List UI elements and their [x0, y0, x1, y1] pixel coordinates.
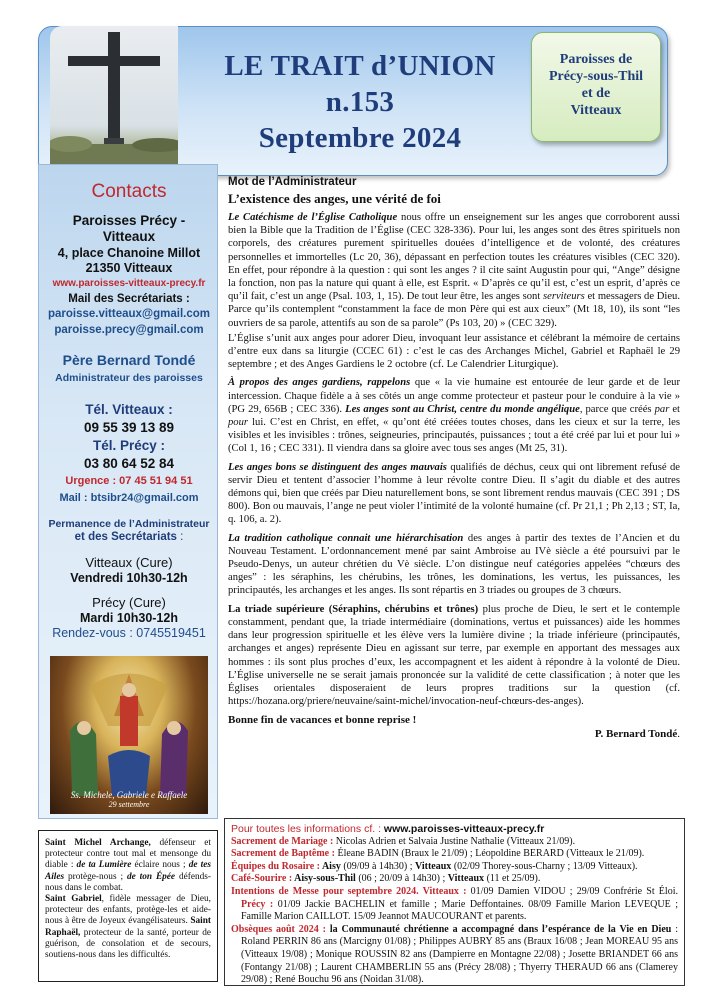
contacts-heading: Contacts [91, 181, 167, 202]
parish-name-line-1: Paroisses Précy - [72, 213, 186, 228]
vitteaux-cure: Vitteaux (Cure) [85, 555, 173, 570]
painting-caption-line-2: 29 settembre [108, 800, 150, 809]
bapteme-label: Sacrement de Baptême : [231, 848, 335, 860]
closing-wish: Bonne fin de vacances et bonne reprise ! [228, 714, 417, 727]
issue-number: n.153 [325, 86, 395, 118]
saint-michel-text-3: protège-nous ; [64, 871, 127, 882]
saint-michel-name: Saint Michel Archange, [45, 838, 151, 848]
info-cafe [231, 873, 678, 886]
saint-michel-sword: de ton Épée [126, 871, 176, 882]
cafe-text-a: (06 ; 20/09 à 14h30) ; [355, 873, 448, 885]
saint-michel-light: de ta Lumière [76, 860, 132, 871]
permanence-text: et des Secrétariats [74, 531, 177, 543]
messe-vitteaux: Vitteaux : [418, 885, 467, 897]
address-line-2: 21350 Vitteaux [85, 261, 173, 275]
saint-raphael-name: Saint Raphaël, [45, 916, 211, 938]
parishes-line-4: Vitteaux [570, 103, 622, 118]
painting-caption [50, 790, 208, 810]
email-vitteaux-link[interactable]: paroisse.vitteaux@gmail.com [47, 308, 211, 320]
vitteaux-hours: Vendredi 10h30-12h [70, 571, 188, 585]
article-kicker: Mot de l’Administrateur [228, 176, 357, 188]
archangels-painting [50, 656, 208, 814]
tel-precy-number[interactable]: 03 80 64 52 84 [83, 456, 175, 471]
info-website-link[interactable]: www.paroisses-vitteaux-precy.fr [383, 823, 545, 835]
p5-text: des anges à partir des textes de l’Ancien et du Nouveau Testament. L’ordonnancement mené par saint Ambroise au IVè siècle a été poursuivi par le Pseudo-Denys, un auteur chrétien du Vè siècle. L’on distingue neuf catégories appelées “chœurs des anges” : les séraphins, les chérubins, les trônes, les dominations, les vertus, les puissances, les principautés, les archanges et les anges. Ils sont répartis en 3 triades ou groupes de 3 chœurs. [228, 532, 680, 597]
issue-date: Septembre 2024 [258, 122, 462, 154]
mariage-label: Sacrement de Mariage : [231, 835, 334, 847]
info-intro-label: Pour toutes les informations cf. : [231, 823, 384, 835]
article-paragraph-3 [228, 376, 680, 455]
cafe-aisy: Aisy-sous-Thil [292, 873, 356, 885]
email-precy-link[interactable]: paroisse.precy@gmail.com [54, 324, 204, 336]
cafe-vitteaux: Vitteaux [447, 873, 485, 885]
parishes-line-3: et de [581, 86, 611, 101]
permanence-line-2 [39, 531, 219, 544]
messe-label: Intentions de Messe pour septembre 2024. [231, 885, 419, 897]
title-line-1: LE TRAIT d’UNION [224, 50, 496, 82]
info-rosaire [231, 861, 678, 874]
p1-text: nous offre un enseignement sur les anges que corroborent aussi bien la Bible que la Tradition de l’Église (CEC 328-336). Pour lui, les anges sont des êtres spirituels non corporels, des créatures purement spirituelles douées d’intelligence et de volonté, des créatures personnelles et immortelles (Lc 20, 36), dépassant en perfection toutes les créatures visibles (CEC 320). En effet, pour répondre à la question : qui sont les anges ? il cite saint Augustin pour qui, “Ange” désigne la fonction, non pas la nature qui quant à elle, est Esprit. « D’après ce qu’il est, c’est un esprit, d’après ce qu’il fait, c’est un ange (Psal. 103, 1, 15). De tout leur être, les anges sont [228, 212, 680, 303]
priest-mail[interactable]: Mail : btsibr24@gmail.com [59, 492, 199, 504]
parishes-line-2: Précy-sous-Thil [548, 69, 644, 84]
priest-role: Administrateur des paroisses [55, 372, 203, 384]
obseques-label: Obsèques août 2024 : [231, 923, 326, 935]
rosaire-aisy: Aisy [320, 860, 341, 872]
p3-lead: À propos des anges gardiens, rappelons [228, 377, 411, 389]
signature [228, 728, 680, 740]
permanence-colon: : [176, 531, 184, 543]
rosaire-text-b: (02/09 Thorey-sous-Charny ; 13/09 Vitteaux). [451, 860, 638, 872]
p1-lead: Le Catéchisme de l’Église Catholique [228, 212, 398, 223]
p6-lead: La triade supérieure (Séraphins, chérubins et trônes) [228, 603, 479, 615]
tel-vitteaux-label: Tél. Vitteaux : [85, 402, 173, 417]
messe-precy: Précy : [241, 898, 274, 910]
p3-par: par [654, 403, 670, 415]
tel-precy-label: Tél. Précy : [92, 438, 166, 453]
messe-text-b: 01/09 Jackie BACHELIN et famille ; Marie Deffontaines. 08/09 Famille Marion LEVEQUE ; Famille Marion CAILLOT. 15/09 Jeannot MAUCOURANT et parents. [241, 898, 678, 923]
p3-pour: pour [228, 417, 249, 429]
p6-text: plus proche de Dieu, le sert et le contemple constamment, pendant que, la triade intermédiaire (dominations, vertus et puissances) aide les hommes dans leur progression spirituelle et les élève vers la lumière divine ; la triade inférieure (principautés, archanges et anges) représente Dieu en agissant sur terre, par exemple en apportant des messages aux hommes : ils sont plus proches d’eux, les accompagnent et les aident à répondre à la volonté de Dieu. L’Église universelle ne se serait jamais prononcée sur la validité de cette classification ; à noter que les Églises orientales disposeraient de leurs propres traditions sur la question (cf. https://hozana.org/priere/neuvaine/saint-michel/invocation-neuf-chœurs-des-anges). [228, 603, 680, 708]
p4-text: qualifiés de déchus, ceux qui ont librement refusé de servir Dieu et tentent d’associer l’homme à leur révolte contre Dieu. Il s’agit du diable et des autres démons qui, bien que créés par Dieu naturellement bons, se sont librement rendus mauvais (CEC 391 ; DS 800). Bon ou mauvais, l’ange ne peut violer l’intimité de la volonté humaine (cf. Pr 21,1 ; Ph 2,13 ; ST, Ia, q. 106, a. 2). [228, 461, 680, 526]
administrator-article [228, 176, 680, 740]
priest-name: Père Bernard Tondé [62, 352, 196, 368]
rosaire-text-a: (09/09 à 14h30) ; [340, 860, 416, 872]
precy-hours: Mardi 10h30-12h [80, 611, 178, 625]
article-paragraph-2: L’Église s’unit aux anges pour adorer Dieu, invoquant leur assistance et célébrant la mémoire de certains d’entre eux dans sa liturgie (CCEC 61) : c’est le cas des Archanges Michel, Gabriel et Raphaël le 29 septembre ; et des Anges Gardiens le 2 octobre (cf. Le Calendrier Liturgique). [228, 332, 680, 371]
article-paragraph-1 [228, 211, 680, 330]
saint-michel-text: défenseur et protecteur contre tout mal et mensonge du diable : [45, 838, 211, 871]
saint-michel-text-4: défends-nous dans le combat. [45, 871, 211, 893]
p3-text-3: et [669, 403, 680, 415]
parish-name-line-2: Vitteaux [102, 229, 156, 244]
parish-info-box [224, 818, 685, 986]
mariage-text: Nicolas Adrien et Salvaia Justine Nathalie (Vitteaux 21/09). [333, 835, 576, 847]
p5-lead: La tradition catholique connait une hiérarchisation [228, 532, 464, 544]
parishes-box [531, 32, 661, 142]
info-mariage [231, 836, 678, 849]
info-messe [231, 886, 678, 924]
p3-text: que « la vie humaine est entourée de leur garde et de leur intercession. Chaque fidèle a à ses côtés un ange comme protecteur et pasteur pour le conduire à la vie » (PG 29, 656B ; CEC 336). [228, 377, 680, 415]
saint-michel-text-2: éclaire nous ; [131, 860, 189, 871]
tel-vitteaux-number[interactable]: 09 55 39 13 89 [83, 420, 175, 435]
saint-raphael-text: protecteur de la santé, porteur de guérison, de consolation et de secours, soutiens-nous dans les difficultés. [45, 927, 211, 961]
p3-text-2: , parce que créés [579, 403, 655, 415]
parishes-line-1: Paroisses de [559, 52, 633, 67]
saint-gabriel-text: , fidèle messager de Dieu, protecteur des enfants, protège-les et aide-nous à être de Joyeux évangélisateurs. [45, 894, 212, 927]
article-paragraph-5 [228, 532, 680, 598]
p3-christ: Les anges sont au Christ, centre du monde angélique [345, 403, 580, 415]
signature-name: P. Bernard Tondé [594, 728, 678, 741]
secretariat-label: Mail des Secrétariats : [68, 293, 190, 305]
info-intro [231, 823, 678, 836]
painting-caption-line-1: Ss. Michele, Gabriele e Raffaele [70, 790, 188, 800]
permanence-line-1: Permanence de l’Administrateur [48, 518, 210, 530]
cafe-text-b: (11 et 25/09). [484, 873, 541, 885]
saint-michel-wings: de tes Ailes [45, 860, 211, 882]
saint-gabriel-name: Saint Gabriel [45, 894, 102, 905]
cross-icon [50, 26, 178, 168]
urgence-number[interactable]: Urgence : 07 45 51 94 51 [65, 475, 193, 487]
article-paragraph-4 [228, 461, 680, 527]
info-bapteme [231, 848, 678, 861]
p3-text-4: lui. C’est en Christ, en effet, « qu’ont été créées toutes choses, dans les cieux et sur la terre, les visibles et les invisibles : trônes, seigneuries, principautés, puissances ; tout a été créé par lui et pour lui » (Col 1, 16 ; CEC 331). Il viendra dans sa gloire avec tous ses anges (Mt 25, 31). [228, 417, 680, 455]
archangels-prayer-box [38, 830, 218, 982]
bapteme-text: Éleane BADIN (Braux le 21/09) ; Léopoldine BERARD (Vitteaux le 21/09). [334, 848, 645, 860]
rendez-vous-number[interactable]: Rendez-vous : 0745519451 [52, 626, 206, 640]
info-obseques [231, 924, 678, 987]
website-link[interactable]: www.paroisses-vitteaux-precy.fr [52, 278, 206, 289]
article-paragraph-6 [228, 603, 680, 709]
article-heading: L’existence des anges, une vérité de foi [228, 191, 441, 206]
cafe-label: Café-Sourire : [231, 873, 293, 885]
messe-text-a: 01/09 Damien VIDOU ; 29/09 Confrérie St Éloi. [466, 885, 678, 897]
address-line-1: 4, place Chanoine Millot [57, 246, 201, 260]
precy-cure: Précy (Cure) [92, 595, 166, 610]
newsletter-title [200, 48, 520, 156]
signature-dot: . [677, 728, 680, 741]
p4-lead: Les anges bons se distinguent des anges mauvais [228, 461, 447, 473]
obseques-intro: la Communauté chrétienne a accompagné dans l’espérance de la Vie en Dieu [325, 923, 672, 935]
rosaire-vitteaux: Vitteaux [415, 860, 452, 872]
p1-text-2: et messagers de Dieu. Parce qu’ils contemplent “constamment la face de mon Père qui est aux cieux” (Mt 18, 10), ils sont “les ouvriers de sa parole, attentifs au son de sa parole” (Ps 103, 20) » (CEC 329). [228, 291, 680, 329]
rosaire-label: Équipes du Rosaire : [231, 860, 321, 872]
cross-photo [50, 26, 178, 168]
obseques-text: : Roland PERRIN 86 ans (Marcigny 01/08) ; Philippes AUBRY 85 ans (Braux 16/08 ; Jean MOREAU 95 ans (Vitteaux 19/08) ; Monique ROUSSIN 82 ans (Dampierre en Montagne 22/08) ; Josette BRIANDET 66 ans (Fontangy 21/08) ; Laurent CHAMBERLIN 55 ans (Précy 28/08) ; Thyerry THERAUD 66 ans (Clamerey 29/08) ; René Bouchu 96 ans (Noidan 31/08). [241, 923, 678, 986]
p1-serviteurs: serviteurs [543, 291, 585, 303]
